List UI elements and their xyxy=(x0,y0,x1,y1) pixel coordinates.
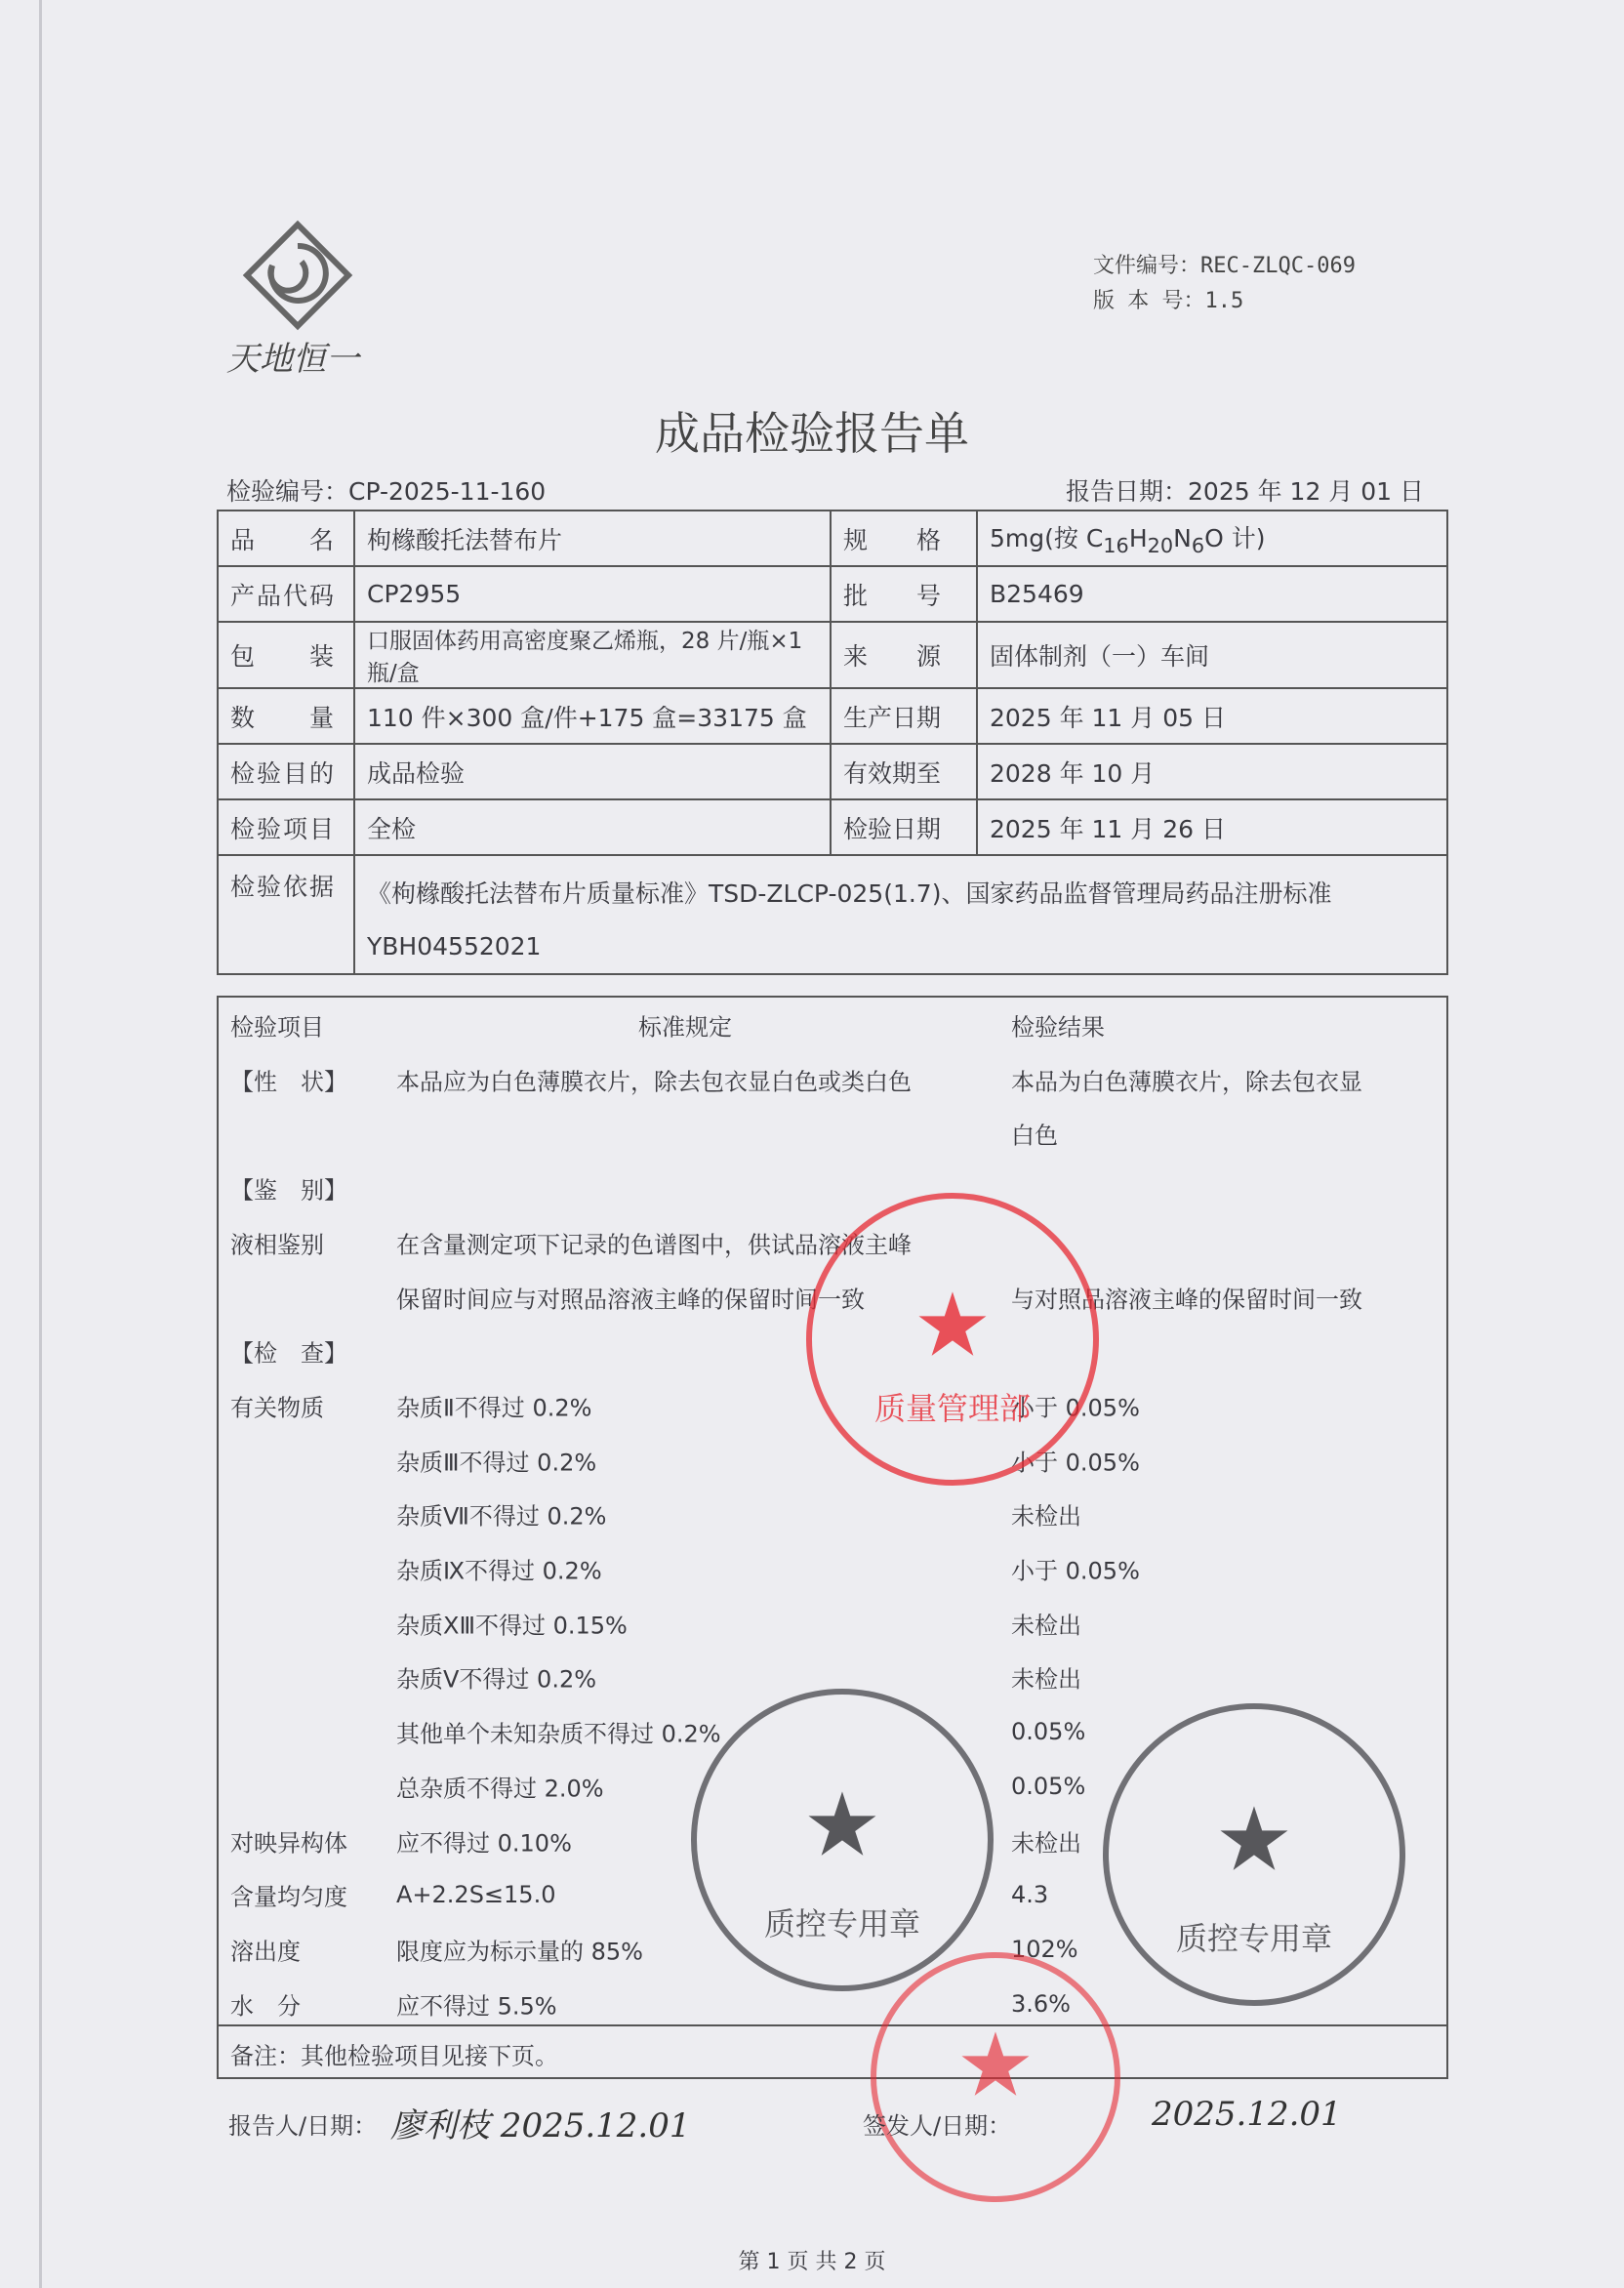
qc-stamp: ★ 质控专用章 xyxy=(1103,1703,1405,2006)
label: 包 装 xyxy=(218,622,354,688)
test-basis: 《枸橼酸托法替布片质量标准》TSD-ZLCP-025(1.7)、国家药品监督管理局药品注册标准 YBH04552021 xyxy=(354,855,1447,974)
row-result: 0.05% xyxy=(1011,1718,1086,1746)
row-standard: 杂质Ⅲ不得过 0.2% xyxy=(396,1449,597,1477)
inspection-number: 检验编号：CP-2025-11-160 xyxy=(226,477,547,506)
row-standard: 杂质ⅩⅢ不得过 0.15% xyxy=(396,1612,628,1640)
row-standard: 杂质Ⅸ不得过 0.2% xyxy=(396,1557,602,1585)
row-item: 溶出度 xyxy=(230,1938,301,1966)
logo-text: 天地恒一 xyxy=(226,340,359,379)
expiry-date: 2028 年 10 月 xyxy=(977,744,1447,799)
remark: 备注：其他检验项目见接下页。 xyxy=(230,2042,558,2070)
specification: 5mg(按 $C_{16}H_{20}N_6O$ 计) xyxy=(977,511,1447,566)
label: 生产日期 xyxy=(831,688,977,744)
label: 有效期至 xyxy=(831,744,977,799)
product-info-table xyxy=(217,510,1448,975)
row-result: 4.3 xyxy=(1011,1881,1049,1909)
qc-stamp: ★ 质控专用章 xyxy=(691,1689,994,1991)
row-item: 【检 查】 xyxy=(230,1339,347,1368)
row-standard: 应不得过 0.10% xyxy=(396,1829,572,1857)
row-result: 3.6% xyxy=(1011,1989,1071,2018)
row-item: 【鉴 别】 xyxy=(230,1176,347,1205)
header-standard: 标准规定 xyxy=(638,1013,732,1042)
row-standard: 总杂质不得过 2.0% xyxy=(396,1775,604,1803)
row-standard: 其他单个未知杂质不得过 0.2% xyxy=(396,1720,721,1748)
row-standard: 限度应为标示量的 85% xyxy=(396,1938,643,1966)
batch-number: B25469 xyxy=(977,566,1447,622)
company-logo xyxy=(239,217,356,334)
row-result: 与对照品溶液主峰的保留时间一致 xyxy=(1011,1286,1362,1313)
row-item: 【性 状】 xyxy=(230,1068,347,1096)
page-number: 第 1 页 共 2 页 xyxy=(738,2250,886,2274)
row-result: 白色 xyxy=(1011,1122,1058,1150)
scan-edge xyxy=(39,0,42,2288)
source: 固体制剂（一）车间 xyxy=(977,622,1447,688)
row-item: 含量均匀度 xyxy=(230,1883,347,1911)
quantity: 110 件×300 盒/件+175 盒=33175 盒 xyxy=(354,688,831,744)
quality-dept-stamp: ★ 质量管理部 xyxy=(806,1193,1099,1486)
row-item: 有关物质 xyxy=(230,1394,324,1422)
row-result: 本品为白色薄膜衣片，除去包衣显 xyxy=(1011,1068,1362,1096)
row-standard: 杂质Ⅶ不得过 0.2% xyxy=(396,1502,607,1531)
row-standard: 保留时间应与对照品溶液主峰的保留时间一致 xyxy=(396,1286,865,1313)
row-result: 小于 0.05% xyxy=(1011,1557,1140,1585)
header-item: 检验项目 xyxy=(230,1013,324,1042)
issuer-signature: 2025.12.01 xyxy=(1152,2095,1342,2134)
label: 检验依据 xyxy=(218,855,354,974)
row-standard: 杂质Ⅱ不得过 0.2% xyxy=(396,1394,592,1422)
label: 规 格 xyxy=(831,511,977,566)
label: 产品代码 xyxy=(218,566,354,622)
row-result: 0.05% xyxy=(1011,1772,1086,1800)
product-code: CP2955 xyxy=(354,566,831,622)
row-result: 未检出 xyxy=(1011,1665,1081,1694)
purpose: 成品检验 xyxy=(354,744,831,799)
label: 检验项目 xyxy=(218,799,354,855)
row-result: 102% xyxy=(1011,1935,1078,1963)
report-date: 报告日期：2025 年 12 月 01 日 xyxy=(1066,477,1424,506)
row-item: 水 分 xyxy=(230,1992,301,2021)
header-result: 检验结果 xyxy=(1011,1013,1105,1042)
test-items: 全检 xyxy=(354,799,831,855)
issuer-label: 签发人/日期： xyxy=(863,2112,1012,2140)
row-item: 对映异构体 xyxy=(230,1829,347,1857)
row-result: 未检出 xyxy=(1011,1829,1081,1857)
row-result: 小于 0.05% xyxy=(1011,1394,1140,1422)
reporter-label: 报告人/日期： xyxy=(228,2112,378,2140)
row-standard: 应不得过 5.5% xyxy=(396,1992,557,2021)
row-result: 小于 0.05% xyxy=(1011,1449,1140,1477)
row-standard: 杂质Ⅴ不得过 0.2% xyxy=(396,1665,597,1694)
label: 数 量 xyxy=(218,688,354,744)
row-result: 未检出 xyxy=(1011,1502,1081,1531)
label: 品 名 xyxy=(218,511,354,566)
row-item: 液相鉴别 xyxy=(230,1231,324,1259)
label: 来 源 xyxy=(831,622,977,688)
label: 批 号 xyxy=(831,566,977,622)
row-standard: A+2.2S≤15.0 xyxy=(396,1881,556,1909)
packaging: 口服固体药用高密度聚乙烯瓶，28 片/瓶×1 瓶/盒 xyxy=(354,622,831,688)
label: 检验日期 xyxy=(831,799,977,855)
divider xyxy=(219,2024,1446,2026)
doc-number: 文件编号：REC-ZLQC-069 xyxy=(1093,254,1356,278)
row-result: 未检出 xyxy=(1011,1612,1081,1640)
product-name: 枸橼酸托法替布片 xyxy=(354,511,831,566)
page-title: 成品检验报告单 xyxy=(655,407,969,460)
company-red-stamp: ★ xyxy=(871,1952,1120,2202)
row-standard: 本品应为白色薄膜衣片，除去包衣显白色或类白色 xyxy=(396,1068,912,1096)
test-date: 2025 年 11 月 26 日 xyxy=(977,799,1447,855)
row-standard: 在含量测定项下记录的色谱图中，供试品溶液主峰 xyxy=(396,1231,912,1259)
version-number: 版 本 号：1.5 xyxy=(1093,289,1244,313)
label: 检验目的 xyxy=(218,744,354,799)
manufacture-date: 2025 年 11 月 05 日 xyxy=(977,688,1447,744)
reporter-signature: 廖利枝 2025.12.01 xyxy=(390,2106,691,2145)
